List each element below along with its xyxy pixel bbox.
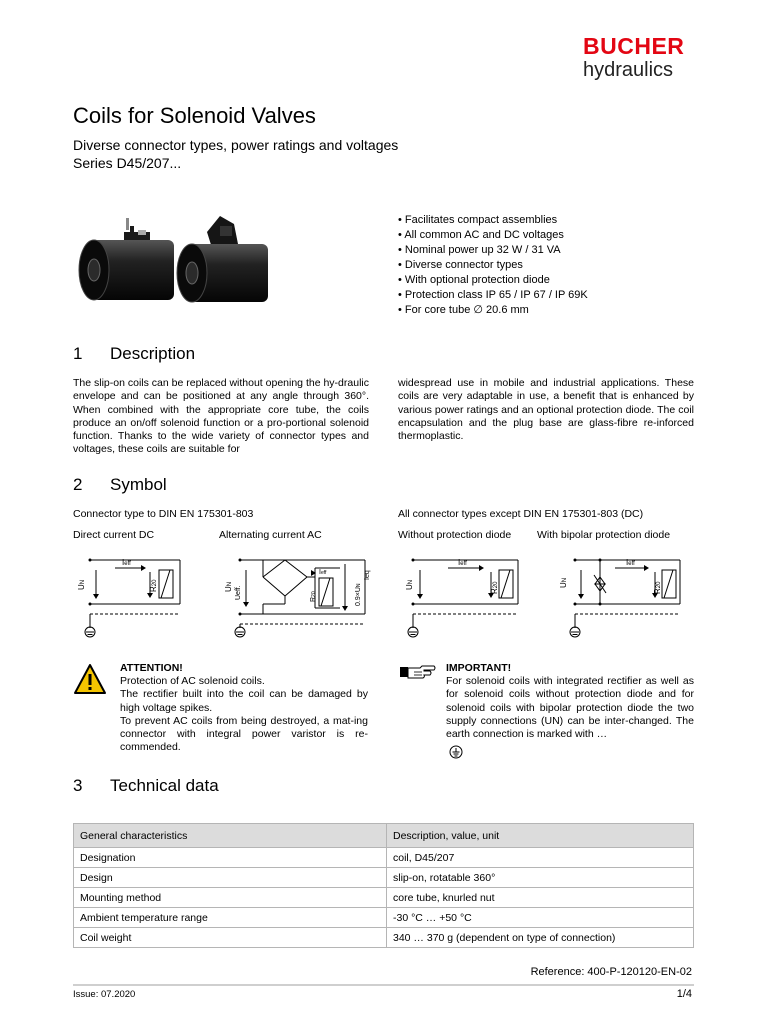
section-1-title: Description bbox=[110, 344, 196, 363]
table-cell: coil, D45/207 bbox=[387, 848, 694, 868]
svg-text:UN: UN bbox=[224, 581, 233, 592]
coil-deutsch-connector bbox=[177, 216, 268, 302]
symbol-dc bbox=[70, 550, 190, 640]
svg-text:R20: R20 bbox=[310, 591, 317, 602]
description-column-2: widespread use in mobile and industrial applications. These coils are very adaptable in use, a benefit that is enhanced by various power ratings and an optional protection diode. The coil encapsulation and the plug base are glass-fibre re-inforced thermoplastic. bbox=[398, 377, 694, 443]
document-reference: Reference: 400-P-120120-EN-02 bbox=[530, 966, 692, 978]
feature-item: • With optional protection diode bbox=[398, 273, 588, 288]
section-1-number: 1 bbox=[73, 344, 83, 363]
table-row bbox=[74, 888, 694, 908]
table-cell: slip-on, rotatable 360° bbox=[387, 868, 694, 888]
svg-text:Ieq: Ieq bbox=[364, 570, 371, 580]
table-cell: Coil weight bbox=[74, 928, 387, 948]
label-direct-current: Direct current DC bbox=[73, 529, 155, 541]
section-3-number: 3 bbox=[73, 776, 83, 795]
table-cell: Ambient temperature range bbox=[74, 908, 387, 928]
table-header-cell: General characteristics bbox=[74, 824, 387, 848]
symbol-ac bbox=[215, 550, 375, 640]
coil-din-connector bbox=[79, 218, 174, 300]
label-without-diode: Without protection diode bbox=[398, 529, 512, 541]
feature-item: • Diverse connector types bbox=[398, 258, 588, 273]
svg-text:Ueff.: Ueff. bbox=[235, 585, 242, 600]
feature-item: • Facilitates compact assemblies bbox=[398, 213, 588, 228]
svg-text:UN: UN bbox=[77, 579, 86, 590]
symbol-bipolar-diode bbox=[550, 550, 690, 640]
solenoid-coils-image bbox=[72, 212, 272, 312]
symbol-heading-other: All connector types except DIN EN 175301-803 (DC) bbox=[398, 508, 644, 520]
feature-item: • Protection class IP 65 / IP 67 / IP 69K bbox=[398, 288, 588, 303]
footer-divider bbox=[73, 984, 694, 986]
important-title: IMPORTANT! bbox=[446, 662, 512, 674]
section-2-title: Symbol bbox=[110, 475, 167, 494]
section-3-title: Technical data bbox=[110, 776, 219, 795]
table-row bbox=[74, 928, 694, 948]
table-header-cell: Description, value, unit bbox=[387, 824, 694, 848]
feature-list bbox=[398, 213, 588, 318]
attention-title: ATTENTION! bbox=[120, 662, 183, 674]
table-cell: Designation bbox=[74, 848, 387, 868]
svg-text:R20: R20 bbox=[490, 581, 499, 594]
svg-text:Ieff: Ieff bbox=[458, 558, 467, 567]
technical-data-table bbox=[73, 823, 694, 948]
section-2-number: 2 bbox=[73, 475, 83, 494]
table-cell: -30 °C … +50 °C bbox=[387, 908, 694, 928]
important-text: For solenoid coils with integrated rectifier as well as for solenoid coils without protection diode and for solenoid coils with bipolar protection diode the two supply connections (UN) can be inter-changed. The earth connection is marked with … bbox=[446, 675, 694, 741]
svg-text:R20: R20 bbox=[149, 579, 158, 592]
feature-item: • For core tube ∅ 20.6 mm bbox=[398, 303, 588, 318]
brand-logo-subtitle: hydraulics bbox=[583, 59, 674, 81]
page-number: 1/4 bbox=[676, 988, 692, 1000]
page-subtitle bbox=[73, 136, 398, 172]
earth-symbol-icon bbox=[449, 745, 463, 759]
svg-text:0.9×UN: 0.9×UN bbox=[355, 583, 362, 606]
svg-text:Ieff: Ieff bbox=[626, 558, 635, 567]
svg-text:UN: UN bbox=[559, 577, 568, 588]
pointing-hand-icon bbox=[400, 664, 436, 680]
label-alternating-current: Alternating current AC bbox=[219, 529, 322, 541]
svg-text:Ieff: Ieff bbox=[122, 558, 131, 567]
svg-text:UN: UN bbox=[405, 579, 414, 590]
table-row bbox=[74, 868, 694, 888]
table-row bbox=[74, 848, 694, 868]
symbol-without-diode bbox=[398, 550, 528, 640]
feature-item: • All common AC and DC voltages bbox=[398, 228, 588, 243]
warning-triangle-icon bbox=[73, 663, 107, 695]
table-header-row bbox=[74, 824, 694, 848]
table-row bbox=[74, 908, 694, 928]
feature-item: • Nominal power up 32 W / 31 VA bbox=[398, 243, 588, 258]
svg-text:Ieff: Ieff bbox=[319, 569, 327, 576]
table-cell: Mounting method bbox=[74, 888, 387, 908]
table-cell: core tube, knurled nut bbox=[387, 888, 694, 908]
attention-text: Protection of AC solenoid coils. The rectifier built into the coil can be damaged by high voltage spikes. To prevent AC coils from being destroyed, a mat-ing connector with integral power varistor is re-commended. bbox=[120, 675, 368, 754]
subtitle-line-2: Series D45/207... bbox=[73, 155, 182, 171]
description-column-1: The slip-on coils can be replaced without opening the hy-draulic envelope and can be positioned at any angle through 360°. When combined with the appropriate core tube, the coils produce an on/off solenoid function or a pro-portional solenoid function. Thanks to the wide variety of connector types and voltages, these coils are suitable for bbox=[73, 377, 369, 456]
page-title: Coils for Solenoid Valves bbox=[73, 103, 316, 128]
table-cell: Design bbox=[74, 868, 387, 888]
brand-logo: BUCHER bbox=[583, 33, 685, 59]
label-bipolar-diode: With bipolar protection diode bbox=[537, 529, 671, 541]
issue-date: Issue: 07.2020 bbox=[73, 989, 136, 1000]
table-cell: 340 … 370 g (dependent on type of connection) bbox=[387, 928, 694, 948]
symbol-heading-din: Connector type to DIN EN 175301-803 bbox=[73, 508, 254, 520]
subtitle-line-1: Diverse connector types, power ratings and voltages bbox=[73, 137, 399, 153]
svg-text:R20: R20 bbox=[653, 581, 662, 594]
